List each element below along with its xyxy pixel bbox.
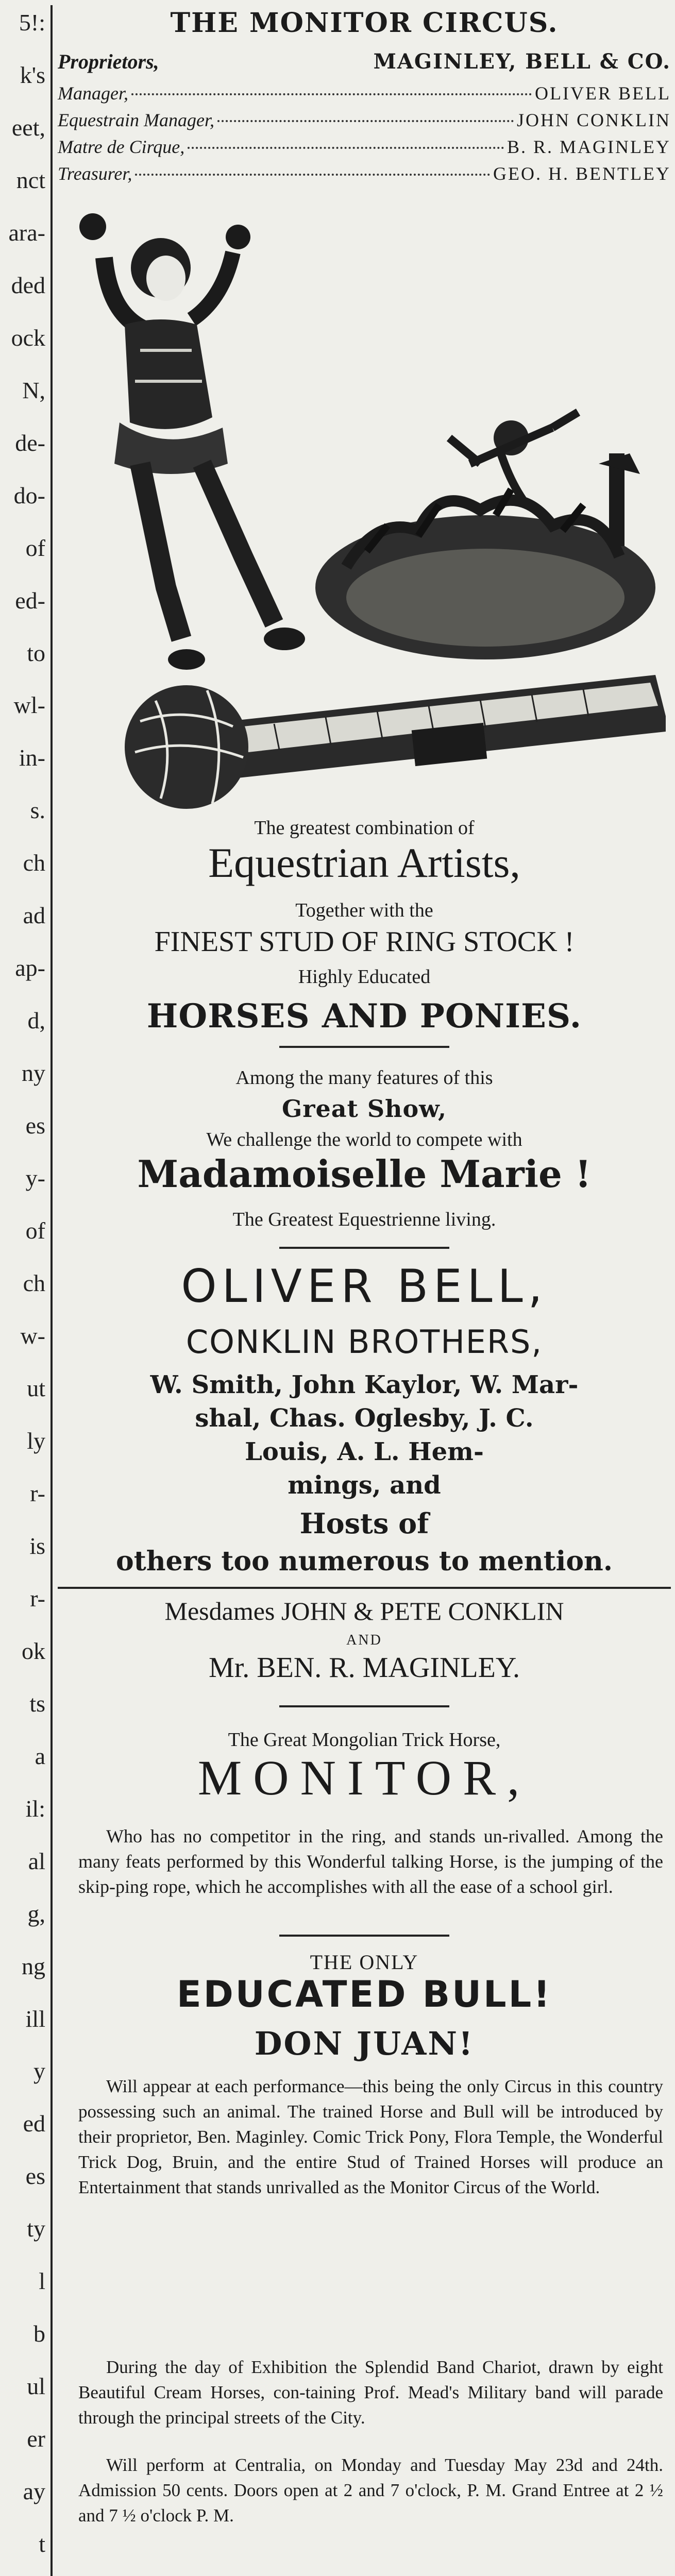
fragment-text: ad <box>23 902 45 928</box>
fragment-text: 5!: <box>19 9 45 36</box>
circus-woodcut-illustration <box>58 196 671 809</box>
bull-paragraph-1: Will appear at each performance—this being the only Circus in this country possessing such an animal. The trained Horse and Bull will be introduced by their proprietor, Ben. Maginley. Comic Trick Pony, Flora Temple, the Wonderful Trick Dog, Bruin, and the entire Stud of Trained Horses will produce an Entertainment that stands unrivalled as the Monitor Circus of the World. <box>78 2076 663 2197</box>
fragment-text: es <box>25 2163 45 2189</box>
performers-line-5: Louis, A. L. Hem- <box>245 1437 484 1466</box>
fragment-text: in- <box>19 744 45 771</box>
separator-rule <box>58 1587 671 1589</box>
fragment-text: is <box>29 1533 45 1559</box>
features-great-show: Great Show, <box>281 1095 447 1123</box>
performers-line-3: W. Smith, John Kaylor, W. Mar- <box>150 1370 579 1399</box>
bull-paragraph-3: Will perform at Centralia, on Monday and Tuesday May 23d and 24th. Admission 50 cents. Doors open at 2 and 7 o'clock, P. M. Grand Entree at 2 ½ and 7 ½ o'clock P. M. <box>78 2455 663 2526</box>
staff-name: OLIVER BELL <box>535 83 671 104</box>
fragment-text: wl- <box>13 692 45 718</box>
intro-equestrian-artists: Equestrian Artists, <box>208 839 520 886</box>
fragment-text: ok <box>22 1638 45 1664</box>
fragment-text: ny <box>22 1060 45 1086</box>
bull-the-only: THE ONLY <box>310 1951 419 1974</box>
features-line-3: We challenge the world to compete with <box>206 1129 522 1150</box>
fragment-text: ded <box>11 272 45 298</box>
performers-conklin-brothers: CONKLIN BROTHERS, <box>185 1323 543 1361</box>
ad-title: THE MONITOR CIRCUS. <box>170 7 559 39</box>
fragment-text: r- <box>30 1585 45 1612</box>
separator-rule <box>279 1247 449 1249</box>
leader-dots <box>217 120 514 122</box>
staff-name: JOHN CONKLIN <box>517 110 671 130</box>
features-line-1: Among the many features of this <box>235 1067 493 1089</box>
fragment-text: y- <box>25 1165 45 1191</box>
staff-row-treasurer <box>58 163 671 184</box>
fragment-text: ts <box>29 1690 45 1717</box>
fragment-text: r- <box>30 1480 45 1506</box>
fragment-text: k's <box>20 62 45 88</box>
proprietors-names: MAGINLEY, BELL & CO. <box>373 49 671 74</box>
performers-line-4: shal, Chas. Oglesby, J. C. <box>195 1404 534 1433</box>
fragment-text: ock <box>11 325 45 351</box>
fragment-text: N, <box>22 377 45 403</box>
intro-horses-ponies: HORSES AND PONIES. <box>146 997 582 1036</box>
fragment-text: ch <box>23 850 45 876</box>
leader-dots <box>131 93 532 95</box>
fragment-text: de- <box>15 430 45 456</box>
fragment-text: b <box>33 2320 45 2347</box>
fragment-text: l <box>39 2268 45 2294</box>
fragment-text: do- <box>13 482 45 509</box>
staff-row-equestrian-manager <box>58 109 671 131</box>
fragment-text: to <box>27 640 45 666</box>
fragment-text: a <box>35 1743 45 1769</box>
monitor-line-1: The Great Mongolian Trick Horse, <box>228 1729 501 1751</box>
fragment-text: ng <box>22 1953 45 1979</box>
monitor-paragraph: Who has no competitor in the ring, and stands un-rivalled. Among the many feats performed by this Wonderful talking Horse, is the jumping of the skip-ping rope, which he accomplishes with all the ease of a school girl. <box>78 1826 663 1897</box>
fragment-text: s. <box>30 797 45 823</box>
staff-role: Treasurer, <box>58 163 132 184</box>
fragment-text: ap- <box>15 955 45 981</box>
leader-dots <box>135 174 490 176</box>
fragment-text: of <box>25 1217 45 1244</box>
staff-row-ringmaster <box>58 136 671 158</box>
fragment-text: ul <box>27 2373 45 2399</box>
performers-line-6: mings, and <box>288 1471 441 1500</box>
fragment-text: ch <box>23 1270 45 1296</box>
bull-educated-bull: EDUCATED BULL! <box>176 1973 552 2015</box>
staff-name: B. R. MAGINLEY <box>507 137 671 157</box>
staff-role: Equestrain Manager, <box>58 110 214 130</box>
proprietors-line <box>58 49 671 74</box>
staff-role: Matre de Cirque, <box>58 137 185 157</box>
fragment-text: eet, <box>11 114 45 141</box>
intro-line-1: The greatest combination of <box>254 817 475 839</box>
fragment-text: t <box>39 2531 45 2557</box>
fragment-text: d, <box>27 1007 45 1033</box>
performers-and: AND <box>346 1632 382 1648</box>
fragment-text: ill <box>25 2006 45 2032</box>
features-madamoiselle-marie: Madamoiselle Marie ! <box>137 1152 592 1196</box>
proprietors-label: Proprietors, <box>58 50 159 73</box>
performers-oliver-bell: OLIVER BELL, <box>181 1260 548 1313</box>
fragment-text: g, <box>27 1901 45 1927</box>
fragment-text: ed <box>23 2110 45 2137</box>
staff-name: GEO. H. BENTLEY <box>493 163 671 184</box>
performers-mesdames: Mesdames JOHN & PETE CONKLIN <box>164 1597 564 1625</box>
staff-role: Manager, <box>58 83 128 104</box>
fragment-text: nct <box>16 167 45 193</box>
bull-don-juan: DON JUAN! <box>254 2025 475 2062</box>
monitor-name: MONITOR, <box>197 1750 531 1805</box>
intro-line-5: Highly Educated <box>298 966 431 988</box>
features-line-5: The Greatest Equestrienne living. <box>232 1209 496 1230</box>
performers-ben-maginley: Mr. BEN. R. MAGINLEY. <box>208 1652 520 1684</box>
fragment-text: ay <box>23 2478 45 2504</box>
leader-dots <box>188 147 504 149</box>
fragment-text: ut <box>27 1375 45 1401</box>
fragment-text: ed- <box>15 587 45 614</box>
separator-rule <box>279 1046 449 1048</box>
fragment-text: es <box>25 1112 45 1139</box>
fragment-text: ly <box>27 1428 45 1454</box>
separator-rule <box>279 1935 449 1937</box>
fragment-text: al <box>28 1848 45 1874</box>
intro-line-3: Together with the <box>295 900 433 921</box>
intro-finest-stud: FINEST STUD OF RING STOCK ! <box>154 926 575 958</box>
performers-hosts-of: Hosts of <box>299 1507 429 1540</box>
column-rule <box>50 5 53 2576</box>
staff-row-manager <box>58 82 671 104</box>
adjacent-column-fragment <box>0 0 46 2576</box>
fragment-text: ara- <box>8 219 45 246</box>
bull-paragraph-2: During the day of Exhibition the Splendid Band Chariot, drawn by eight Beautiful Cream Horses, con-taining Prof. Mead's Military band will parade through the principal streets of the City. <box>78 2357 663 2428</box>
fragment-text: of <box>25 535 45 561</box>
performers-others-too-numerous: others too numerous to mention. <box>116 1546 613 1577</box>
fragment-text: er <box>27 2426 45 2452</box>
fragment-text: y <box>33 2058 45 2084</box>
separator-rule <box>279 1705 449 1707</box>
fragment-text: w- <box>20 1323 45 1349</box>
circus-advertisement <box>58 0 671 2576</box>
fragment-text: ty <box>27 2215 45 2242</box>
fragment-text: il: <box>25 1795 45 1822</box>
